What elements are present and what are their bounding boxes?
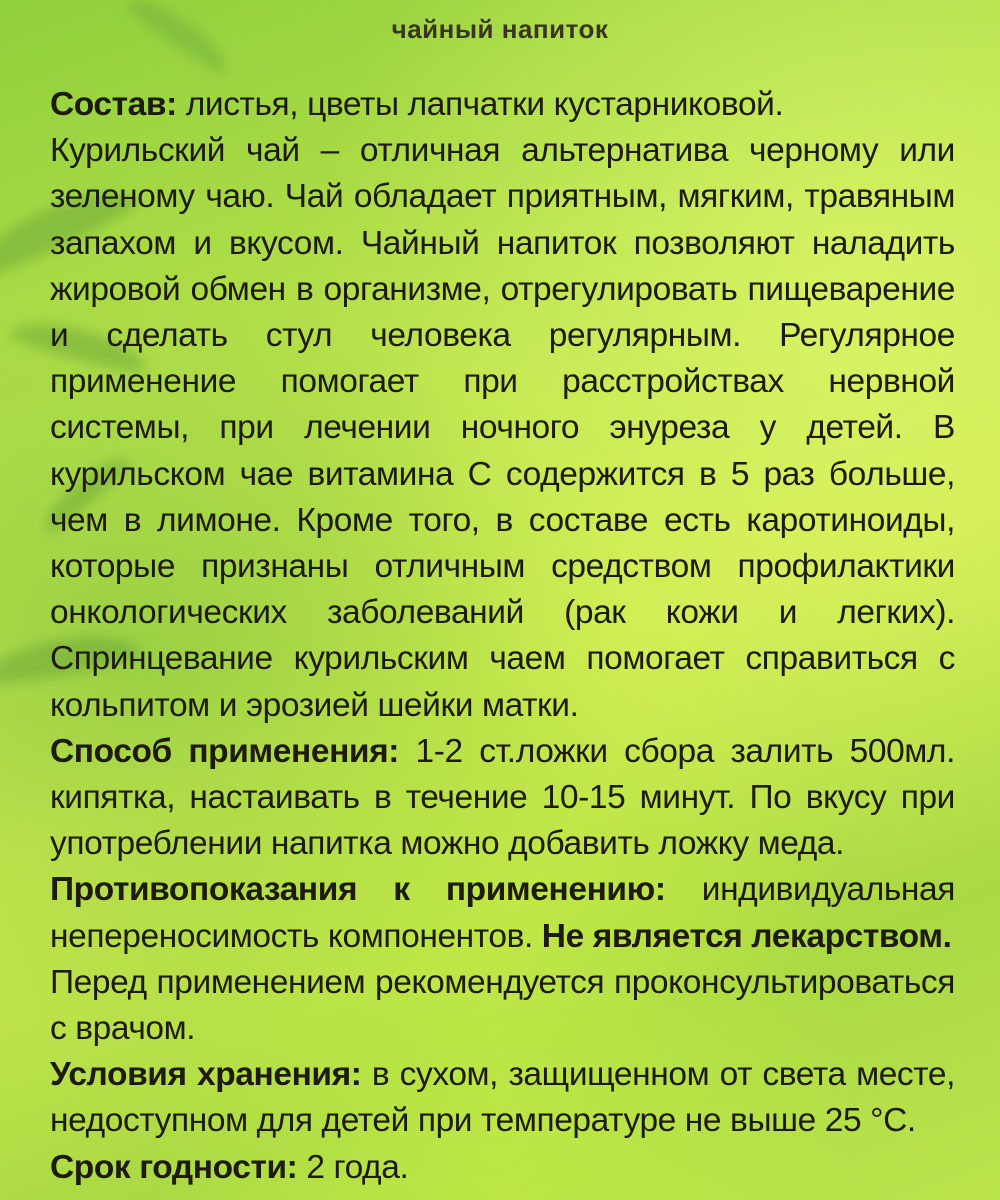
usage-label: Способ применения:	[50, 732, 400, 770]
storage-label: Условия хранения:	[50, 1056, 362, 1094]
package-text	[50, 82, 955, 1191]
contraindications-paragraph	[50, 867, 955, 959]
shelf-life-label: Срок годности:	[50, 1148, 298, 1186]
shelf-life-text: 2 года.	[297, 1148, 409, 1186]
description-paragraph: Курильский чай – отличная альтернатива черному или зеленому чаю. Чай обладает приятным, мягким, травяным запахом и вкусом. Чайный напиток позволяют наладить жировой обмен в организме, отрегулировать пищеварение и сделать стул человека регулярным. Регулярное применение помогает при расстройствах нервной системы, при лечении ночного энуреза у детей. В курильском чае витамина С содержится в 5 раз больше, чем в лимоне. Кроме того, в составе есть каротиноиды, которые признаны отличным средством профилактики онкологических заболеваний (рак кожи и легких). Спринцевание курильским чаем помогает справиться с кольпитом и эрозией шейки матки.	[50, 132, 955, 724]
contraindications-label: Противопоказания к применению:	[50, 871, 666, 909]
composition-label: Состав:	[50, 86, 177, 123]
composition-text: листья, цветы лапчатки кустарниковой.	[176, 86, 784, 123]
storage-text: в сухом, защищенном от света месте, недоступном для детей при температуре не выше 25 °С.	[50, 1056, 955, 1140]
product-type-title: чайный напиток	[391, 14, 609, 44]
contraindications-text: индивидуальная непереносимость компонентов.	[50, 871, 955, 955]
usage-text: 1-2 ст.ложки сбора залить 500мл. кипятка, настаивать в течение 10-15 минут. По вкусу при употреблении напитка можно добавить ложку меда.	[50, 732, 955, 863]
consult-paragraph: Перед применением рекомендуется проконсультироваться с врачом.	[50, 963, 955, 1048]
storage-paragraph	[50, 1052, 955, 1144]
composition-paragraph	[50, 82, 955, 128]
usage-paragraph	[50, 729, 955, 868]
not-medicine-warning: Не является лекарством.	[541, 917, 952, 955]
shelf-life-paragraph	[50, 1145, 955, 1191]
